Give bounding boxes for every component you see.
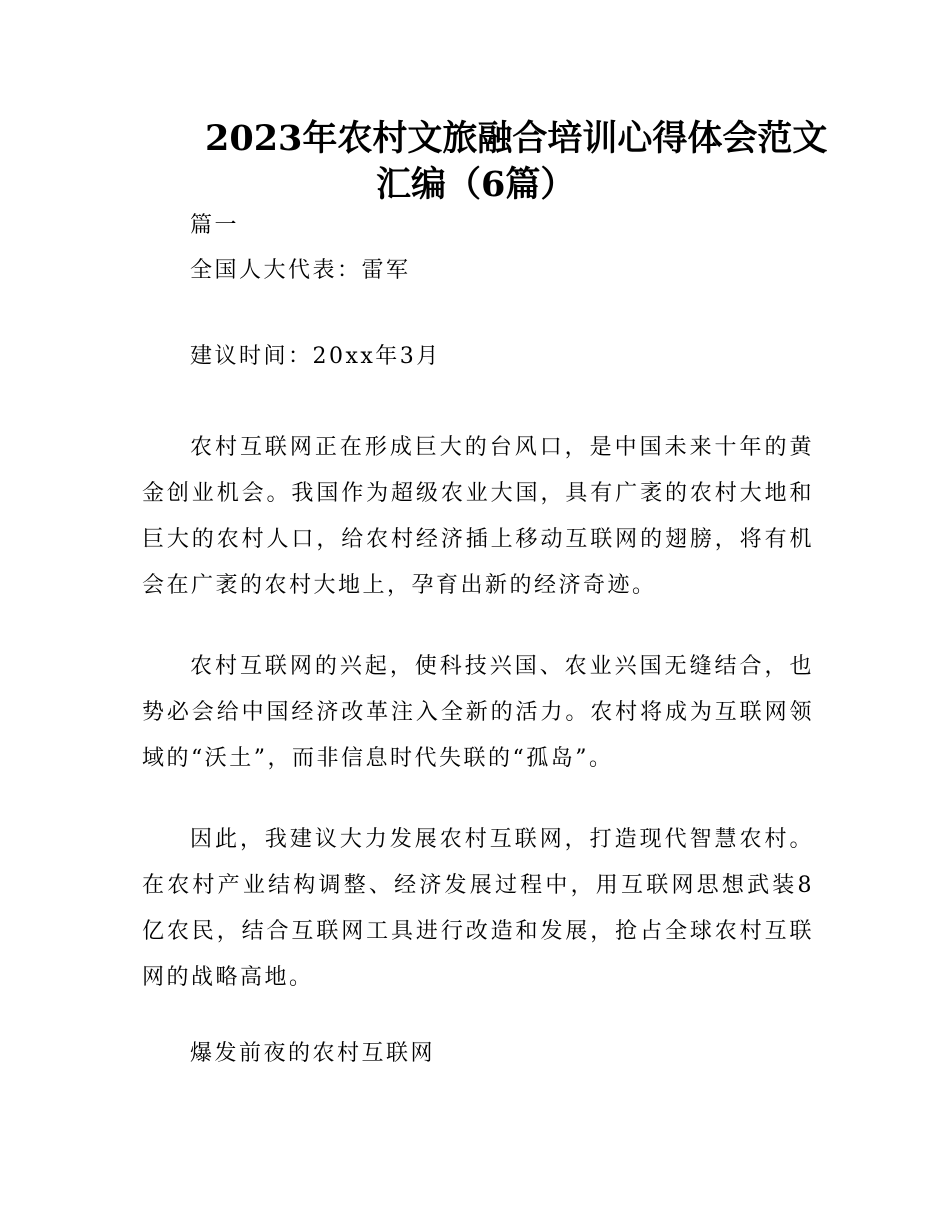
document-title-line-2: 汇编（6篇） (376, 164, 576, 205)
document-title-line-1: 2023年农村文旅融合培训心得体会范文 (205, 118, 828, 159)
paragraph-1: 农村互联网正在形成巨大的台风口，是中国未来十年的黄金创业机会。我国作为超级农业大国，具有广袤的农村大地和巨大的农村人口，给农村经济插上移动互联网的翅膀，将有机会在广袤的农村大地上，孕育出新的经济奇迹。 (142, 435, 814, 598)
date-line: 建议时间：20xx年3月 (190, 344, 441, 369)
section-label: 篇一 (190, 213, 240, 238)
paragraph-3: 因此，我建议大力发展农村互联网，打造现代智慧农村。在农村产业结构调整、经济发展过程中，用互联网思想武装8亿农民，结合互联网工具进行改造和发展，抢占全球农村互联网的战略高地。 (142, 827, 814, 990)
author-line: 全国人大代表：雷军 (190, 258, 411, 283)
paragraph-2: 农村互联网的兴起，使科技兴国、农业兴国无缝结合，也势必会给中国经济改革注入全新的活力。农村将成为互联网领域的“沃土”，而非信息时代失联的“孤岛”。 (142, 654, 814, 771)
subheading: 爆发前夜的农村互联网 (190, 1041, 436, 1066)
